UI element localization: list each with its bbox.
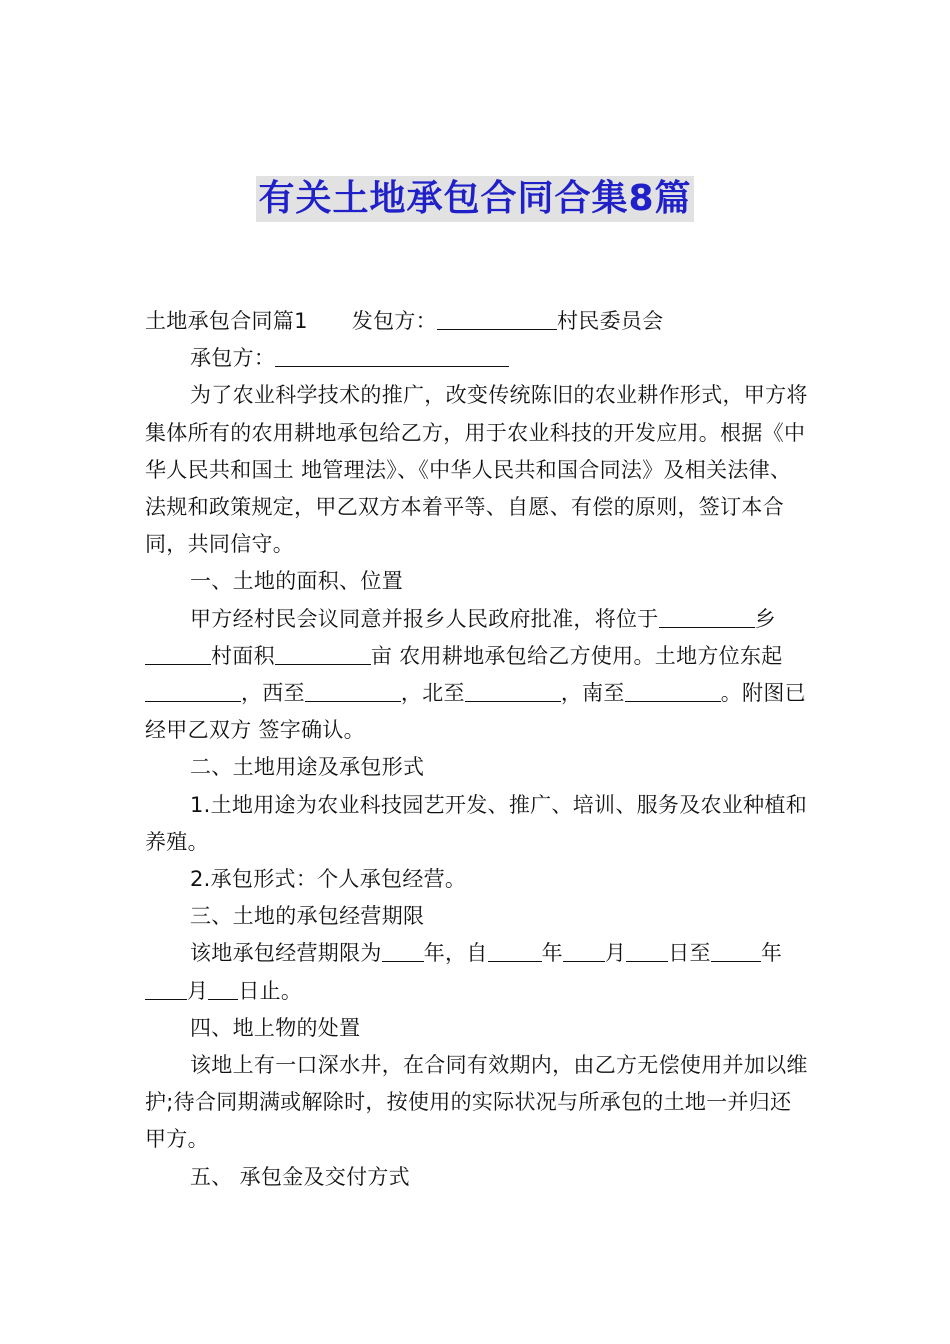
blank-field: [208, 977, 238, 1000]
text-segment: 乡: [754, 606, 776, 631]
section-2-item-1: 1.土地用途为农业科技园艺开发、推广、培训、服务及农业种植和养殖。: [145, 792, 808, 854]
blank-field: [145, 642, 211, 665]
section-4-paragraph: 该地上有一口深水井，在合同有效期内，由乙方无偿使用并加以维护;待合同期满或解除时，按使用的实际状况与所承包的土地一并归还甲方。: [145, 1053, 808, 1152]
document-title: 有关土地承包合同合集8篇: [256, 176, 693, 222]
document-body: [145, 303, 810, 1196]
text-segment: 。附图已经甲乙双方 签字确认。: [145, 681, 806, 743]
section-heading-3: 三、土地的承包经营期限: [190, 904, 425, 929]
text-segment: ，南至: [560, 681, 625, 706]
intro-paragraph: 为了农业科学技术的推广，改变传统陈旧的农业耕作形式，甲方将集体所有的农用耕地承包给乙方，用于农业科技的开发应用。根据《中华人民共和国土 地管理法》、《中华人民共和国合同法》及相关法律、法规和政策规定，甲乙双方本着平等、自愿、有偿的原则，签订本合同，共同信守。: [145, 383, 808, 557]
text-segment: 年: [760, 941, 783, 966]
issuer-label: 发包方：: [351, 309, 437, 333]
text-segment: 年: [541, 941, 563, 966]
text-segment: 月: [604, 941, 627, 966]
blank-field: [711, 939, 761, 962]
blank-field: [625, 679, 721, 702]
contractor-label: 承包方：: [190, 346, 276, 371]
blank-field: [437, 307, 557, 330]
section-label: 土地承包合同篇1: [145, 309, 308, 333]
text-segment: 甲方经村民会议同意并报乡人民政府批准，将位于: [190, 606, 659, 631]
blank-field: [145, 977, 187, 1000]
section-heading-4: 四、地上物的处置: [190, 1015, 361, 1040]
text-segment: 亩 农用耕地承包给乙方使用。土地方位东起: [370, 643, 783, 668]
blank-field: [465, 679, 561, 702]
text-segment: 日止。: [238, 978, 303, 1003]
text-segment: 月: [187, 978, 209, 1003]
text-segment: ，北至: [400, 681, 465, 706]
blank-field: [275, 642, 371, 665]
blank-field: [563, 939, 605, 962]
blank-field: [305, 679, 401, 702]
text-segment: 年，自: [423, 941, 488, 966]
blank-field: [382, 939, 424, 962]
blank-field: [145, 679, 241, 702]
blank-field: [626, 939, 668, 962]
text-segment: ，西至: [241, 681, 305, 706]
text-segment: 日至: [668, 941, 711, 966]
section-1-paragraph: [145, 601, 810, 750]
header-line: [145, 303, 810, 340]
section-3-paragraph: [145, 935, 810, 1009]
blank-field: [488, 939, 542, 962]
text-segment: 该地承包经营期限为: [190, 941, 382, 966]
text-segment: 村面积: [211, 643, 275, 668]
section-heading-5: 五、 承包金及交付方式: [190, 1164, 410, 1189]
title-container: [0, 176, 950, 222]
issuer-suffix: 村民委员会: [556, 309, 664, 333]
blank-field: [275, 344, 509, 367]
section-2-item-2: 2.承包形式：个人承包经营。: [190, 867, 467, 892]
blank-field: [659, 605, 755, 628]
contractor-line: [145, 340, 810, 377]
section-heading-1: 一、土地的面积、位置: [190, 569, 403, 594]
section-heading-2: 二、土地用途及承包形式: [190, 755, 425, 780]
